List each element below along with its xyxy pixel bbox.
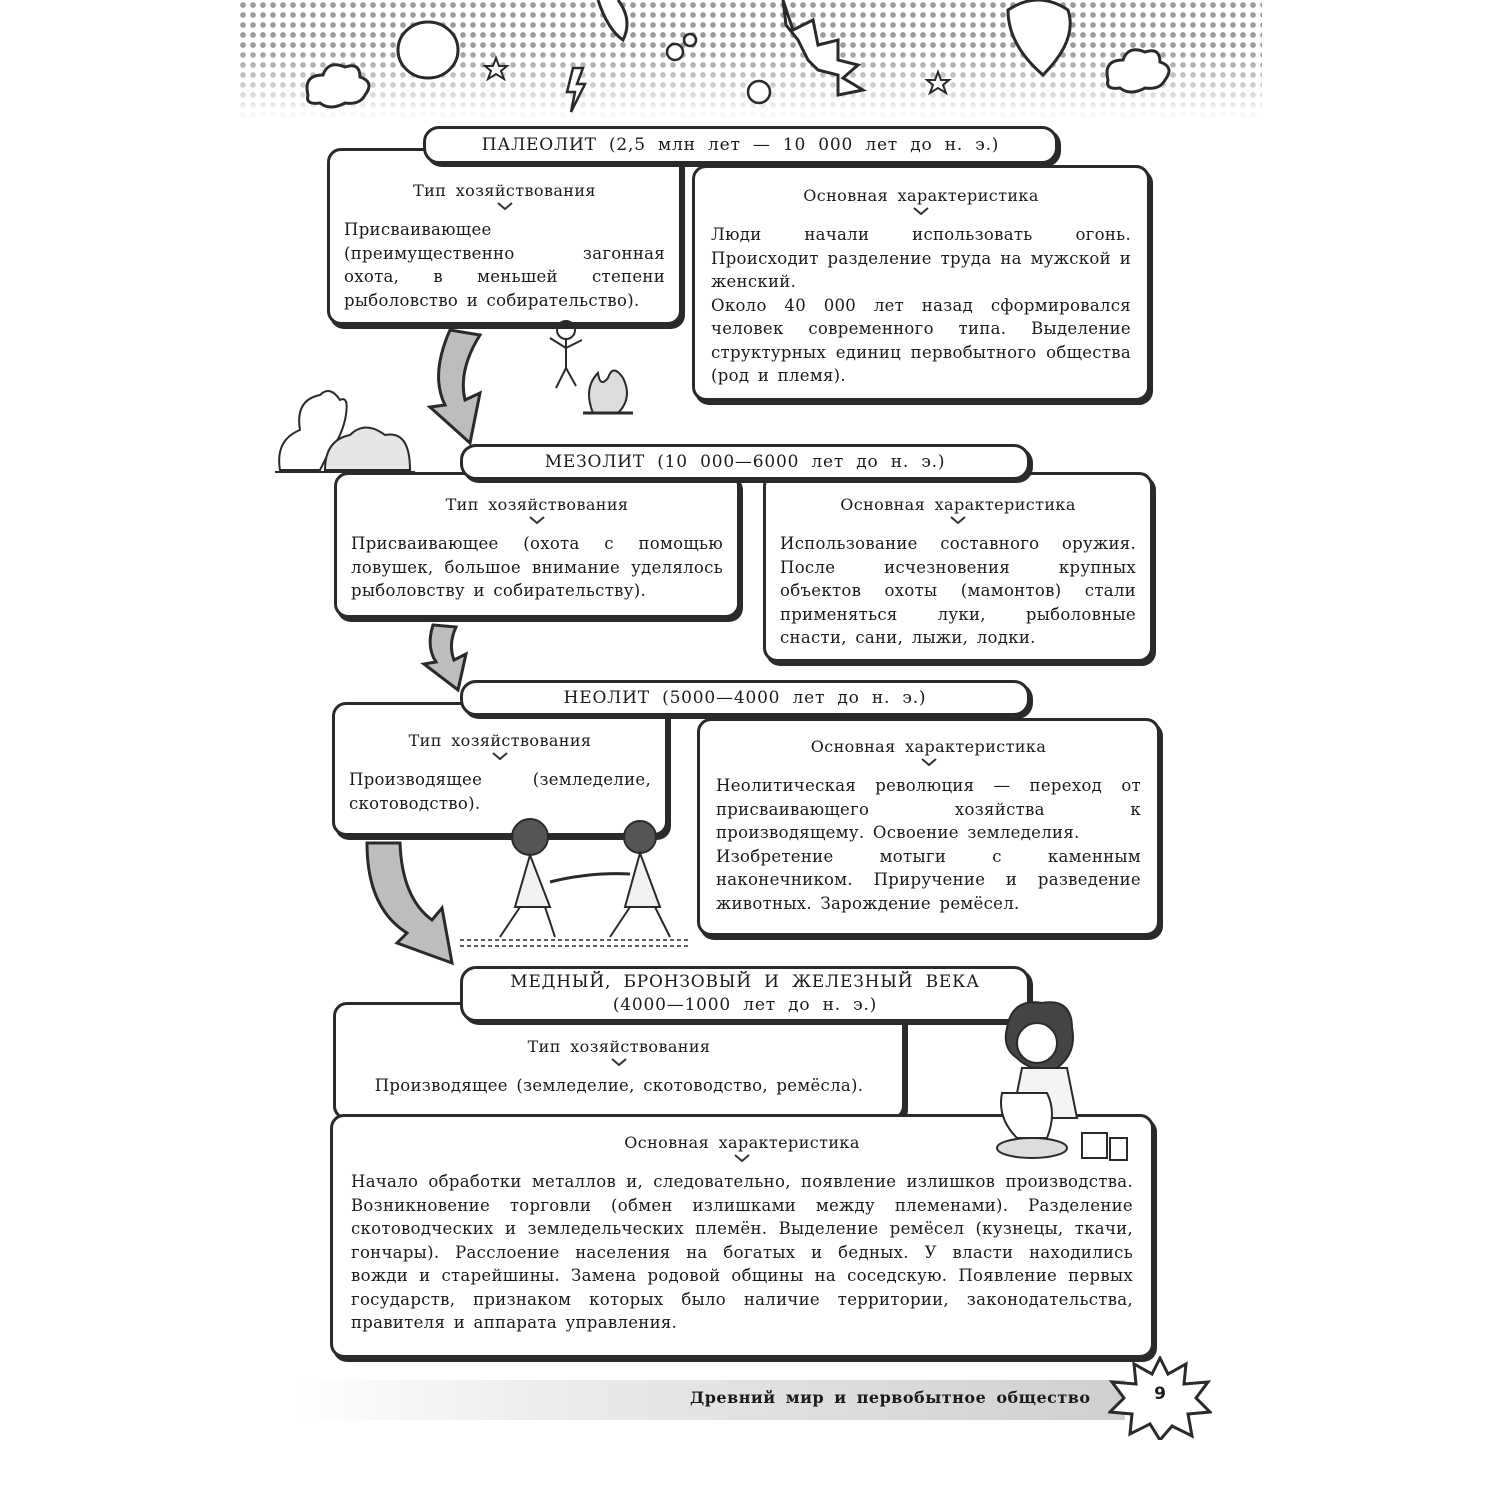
economy-heading: Тип хозяйствования — [413, 181, 596, 200]
characteristic-text: Начало обработки металлов и, следовательно, появление излишков производства. Возникновение торговли (обмен излишками между племенами). Разделение скотоводческих и земледельческих племён. Выделение ремёсел (кузнецы, ткачи, гончары). Расслоение населения на богатых и бедных. У власти находились вожди и старейшины. Замена родовой общины на соседскую. Появление первых государств, признаком которых было наличие территории, законодательства, правителя и аппарата управления. — [351, 1172, 1133, 1332]
heart-shape — [1008, 0, 1070, 75]
mesolith-title: МЕЗОЛИТ (10 000—6000 лет до н. э.) — [460, 444, 1030, 480]
down-arrow-icon — [362, 838, 462, 968]
bush-creature-illustration — [270, 380, 420, 475]
economy-heading: Тип хозяйствования — [527, 1037, 711, 1056]
chevron-down-icon — [611, 1058, 627, 1066]
characteristic-text: Использование составного оружия. После исчезновения крупных объектов охоты (мамонтов) стали применяться луки, рыболовные снасти, сани, лыжи, лодки. — [780, 534, 1136, 647]
burst-shape — [783, 0, 863, 95]
chevron-down-icon — [734, 1154, 750, 1162]
paleolith-economy-box — [327, 148, 682, 325]
economy-text: Производящее (земледелие, скотоводство, ремёсла). — [374, 1076, 864, 1095]
bubble-shape — [398, 22, 458, 78]
chevron-down-icon — [921, 758, 937, 766]
drop-shape — [598, 0, 627, 40]
star-icon — [485, 58, 507, 79]
footer-section-title: Древний мир и первобытное общество — [690, 1388, 1091, 1407]
cloud-shape — [307, 65, 369, 107]
characteristic-heading: Основная характеристика — [810, 737, 1047, 756]
economy-text: Присваивающее (охота с помощью ловушек, большое внимание уделялось рыболовству и собирательству). — [351, 534, 723, 600]
cloud-shape — [1107, 50, 1169, 92]
mesolith-economy-box — [334, 472, 740, 618]
down-arrow-icon — [420, 325, 500, 445]
mesolith-characteristic-box — [763, 472, 1153, 662]
bubble-small — [748, 81, 770, 103]
paleolith-characteristic-box — [692, 165, 1150, 401]
chevron-down-icon — [529, 516, 545, 524]
star-icon — [927, 72, 949, 93]
farmers-plowing-illustration — [460, 812, 690, 952]
characteristic-heading: Основная характеристика — [803, 186, 1039, 205]
economy-heading: Тип хозяйствования — [408, 731, 592, 750]
neolith-characteristic-box — [697, 718, 1160, 936]
characteristic-text: Неолитическая революция — переход от присваивающего хозяйства к производящему. Освоение земледелия. Изобретение мотыги с каменным наконечником. Приручение и разведение животных. Зарождение ремёсел. — [716, 776, 1141, 913]
chevron-down-icon — [497, 202, 513, 210]
economy-heading: Тип хозяйствования — [445, 495, 629, 514]
bubble-small — [667, 44, 683, 60]
metal-ages-title-line1: МЕДНЫЙ, БРОНЗОВЫЙ И ЖЕЛЕЗНЫЙ ВЕКА — [510, 972, 980, 992]
bubble-small — [684, 34, 696, 46]
paleolith-title: ПАЛЕОЛИТ (2,5 млн лет — 10 000 лет до н. э.) — [423, 126, 1058, 164]
metal-ages-title — [460, 966, 1030, 1022]
characteristic-text: Люди начали использовать огонь. Происходит разделение труда на мужской и женский. Около 40 000 лет назад сформировался человек современного типа. Выделение структурных единиц первобытного общества (род и племя). — [711, 225, 1131, 385]
economy-text: Присваивающее (преимущественно загонная охота, в меньшей степени рыболовство и собирательство). — [344, 220, 665, 310]
characteristic-heading: Основная характеристика — [840, 495, 1076, 514]
page-number: 9 — [1154, 1384, 1166, 1404]
comic-decorations — [238, 0, 1262, 130]
metal-ages-title-line2: (4000—1000 лет до н. э.) — [612, 995, 878, 1015]
caveman-fire-illustration — [538, 318, 638, 418]
lightning-icon — [567, 68, 585, 112]
neolith-title: НЕОЛИТ (5000—4000 лет до н. э.) — [460, 680, 1030, 716]
chevron-down-icon — [913, 207, 929, 215]
characteristic-heading: Основная характеристика — [624, 1133, 860, 1152]
chevron-down-icon — [492, 752, 508, 760]
potter-illustration — [992, 998, 1132, 1168]
chevron-down-icon — [950, 516, 966, 524]
economy-text: Производящее (земледелие, скотоводство). — [349, 770, 651, 813]
